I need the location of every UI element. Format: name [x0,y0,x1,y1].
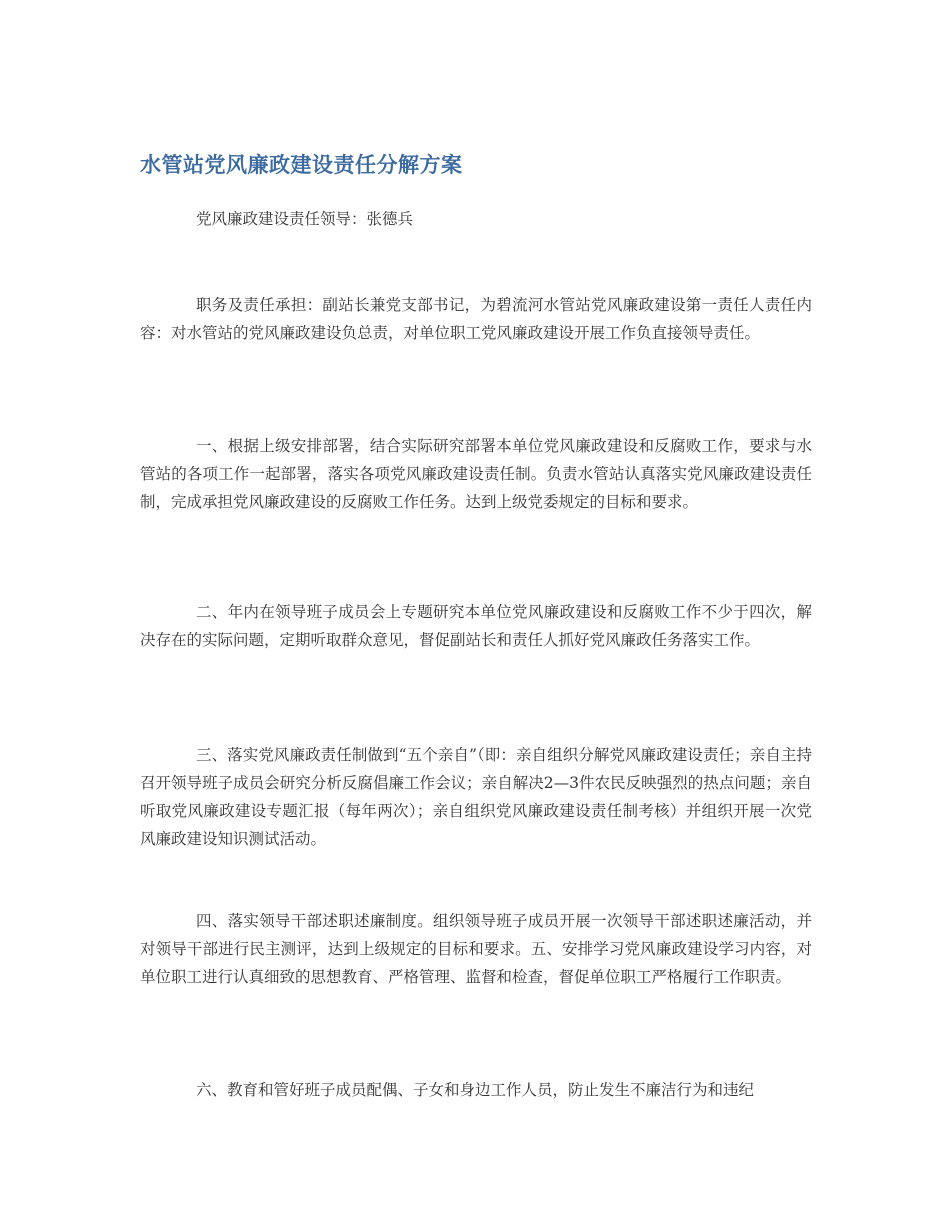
paragraph-item-2: 二、年内在领导班子成员会上专题研究本单位党风廉政建设和反腐败工作不少于四次，解决存在的实际问题，定期听取群众意见，督促副站长和责任人抓好党风廉政任务落实工作。 [140,603,812,649]
paragraph-item-4-5: 四、落实领导干部述职述廉制度。组织领导班子成员开展一次领导干部述职述廉活动，并对领导干部进行民主测评，达到上级规定的目标和要求。五、安排学习党风廉政建设学习内容，对单位职工进行认真细致的思想教育、严格管理、监督和检查，督促单位职工严格履行工作职责。 [140,912,812,986]
paragraph-item-1: 一、根据上级安排部署，结合实际研究部署本单位党风廉政建设和反腐败工作，要求与水管站的各项工作一起部署，落实各项党风廉政建设责任制。负责水管站认真落实党风廉政建设责任制，完成承担党风廉政建设的反腐败工作任务。达到上级党委规定的目标和要求。 [140,437,812,511]
paragraph-duty-description: 职务及责任承担：副站长兼党支部书记，为碧流河水管站党风廉政建设第一责任人责任内容：对水管站的党风廉政建设负总责，对单位职工党风廉政建设开展工作负直接领导责任。 [140,296,812,342]
paragraph-responsible-leader: 党风廉政建设责任领导：张德兵 [196,210,414,228]
document-title: 水管站党风廉政建设责任分解方案 [140,153,463,177]
paragraph-item-6: 六、教育和管好班子成员配偶、子女和身边工作人员，防止发生不廉洁行为和违纪 [196,1081,755,1099]
paragraph-item-3: 三、落实党风廉政责任制做到“五个亲自”（即：亲自组织分解党风廉政建设责任；亲自主持召开领导班子成员会研究分析反腐倡廉工作会议；亲自解决2—3件农民反映强烈的热点问题；亲自听取党风廉政建设专题汇报（每年两次）；亲自组织党风廉政建设责任制考核）并组织开展一次党风廉政建设知识测试活动。 [140,746,812,848]
